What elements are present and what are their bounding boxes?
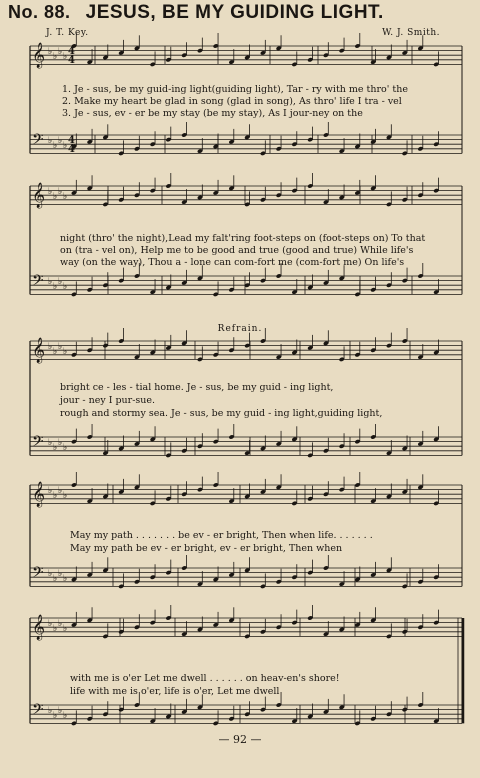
flat-icon: ♭ xyxy=(58,136,63,146)
bass-clef-icon: 𝄢 xyxy=(32,131,44,152)
treble-clef-icon: 𝄞 xyxy=(32,183,46,208)
lyric-line: May my path . . . . . . . be ev - er bright, Then when life. . . . . . . xyxy=(70,530,373,541)
time-signature: 4 xyxy=(68,135,75,146)
flat-icon: ♭ xyxy=(48,486,53,496)
flat-icon: ♭ xyxy=(53,491,58,501)
flat-icon: ♭ xyxy=(48,438,53,448)
time-signature: 4 xyxy=(68,55,75,66)
flat-icon: ♭ xyxy=(58,187,63,197)
lyric-line: jour - ney I pur-sue. xyxy=(60,395,156,406)
flat-icon: ♭ xyxy=(63,347,68,357)
flat-icon: ♭ xyxy=(58,438,63,448)
bass-clef-icon: 𝄢 xyxy=(32,701,44,722)
lyric-line: way (on the way), Thou a - lone can com-fort me (com-fort me) On life's xyxy=(60,257,405,268)
bass-clef-icon: 𝄢 xyxy=(32,564,44,585)
flat-icon: ♭ xyxy=(53,624,58,634)
flat-icon: ♭ xyxy=(63,141,68,151)
flat-icon: ♭ xyxy=(48,136,53,146)
flat-icon: ♭ xyxy=(63,52,68,62)
flat-icon: ♭ xyxy=(53,711,58,721)
treble-clef-icon: 𝄞 xyxy=(32,338,46,363)
treble-clef-icon: 𝄞 xyxy=(32,615,46,640)
flat-icon: ♭ xyxy=(63,443,68,453)
flat-icon: ♭ xyxy=(53,443,58,453)
hymn-title: JESUS, BE MY GUIDING LIGHT. xyxy=(85,2,384,23)
flat-icon: ♭ xyxy=(63,711,68,721)
bass-clef-icon: 𝄢 xyxy=(32,433,44,454)
flat-icon: ♭ xyxy=(48,342,53,352)
treble-clef-icon: 𝄞 xyxy=(32,43,46,68)
flat-icon: ♭ xyxy=(53,574,58,584)
lyric-line: 1. Je - sus, be my guid-ing light(guiding light), Tar - ry with me thro' the xyxy=(62,84,408,95)
lyric-line: bright ce - les - tial home. Je - sus, be my guid - ing light, xyxy=(60,382,334,393)
flat-icon: ♭ xyxy=(58,619,63,629)
flat-icon: ♭ xyxy=(48,187,53,197)
refrain-label: Refrain. xyxy=(217,324,263,334)
flat-icon: ♭ xyxy=(53,192,58,202)
lyric-line: on (tra - vel on), Help me to be good and true (good and true) While life's xyxy=(60,245,414,256)
flat-icon: ♭ xyxy=(48,706,53,716)
lyric-line: night (thro' the night),Lead my falt'ring foot-steps on (foot-steps on) To that xyxy=(60,233,426,244)
lyric-line: with me is o'er Let me dwell . . . . . . on heav-en's shore! xyxy=(70,673,340,684)
flat-icon: ♭ xyxy=(53,347,58,357)
flat-icon: ♭ xyxy=(48,569,53,579)
flat-icon: ♭ xyxy=(58,47,63,57)
flat-icon: ♭ xyxy=(48,47,53,57)
flat-icon: ♭ xyxy=(58,569,63,579)
lyric-line: rough and stormy sea. Je - sus, be my guid - ing light,guiding light, xyxy=(60,408,383,419)
treble-clef-icon: 𝄞 xyxy=(32,482,46,507)
flat-icon: ♭ xyxy=(58,277,63,287)
author-credit: J. T. Key. xyxy=(46,28,89,38)
lyric-line: 2. Make my heart be glad in song (glad in song), As thro' life I tra - vel xyxy=(62,96,402,107)
time-signature: 4 xyxy=(68,46,75,57)
flat-icon: ♭ xyxy=(63,624,68,634)
flat-icon: ♭ xyxy=(58,706,63,716)
flat-icon: ♭ xyxy=(53,282,58,292)
page-number: — 92 — xyxy=(218,733,262,746)
flat-icon: ♭ xyxy=(63,491,68,501)
flat-icon: ♭ xyxy=(63,282,68,292)
lyric-line: May my path be ev - er bright, ev - er bright, Then when xyxy=(70,543,343,554)
time-signature: 4 xyxy=(68,144,75,155)
flat-icon: ♭ xyxy=(53,141,58,151)
hymn-number: No. 88. xyxy=(8,2,71,22)
lyric-line: life with me is o'er, life is o'er, Let me dwell xyxy=(70,686,280,697)
composer-credit: W. J. Smith. xyxy=(382,28,440,38)
flat-icon: ♭ xyxy=(63,574,68,584)
flat-icon: ♭ xyxy=(53,52,58,62)
flat-icon: ♭ xyxy=(58,342,63,352)
flat-icon: ♭ xyxy=(58,486,63,496)
flat-icon: ♭ xyxy=(63,192,68,202)
lyric-line: 3. Je - sus, ev - er be my stay (be my stay), As I jour-ney on the xyxy=(62,108,363,119)
flat-icon: ♭ xyxy=(48,277,53,287)
bass-clef-icon: 𝄢 xyxy=(32,272,44,293)
flat-icon: ♭ xyxy=(48,619,53,629)
